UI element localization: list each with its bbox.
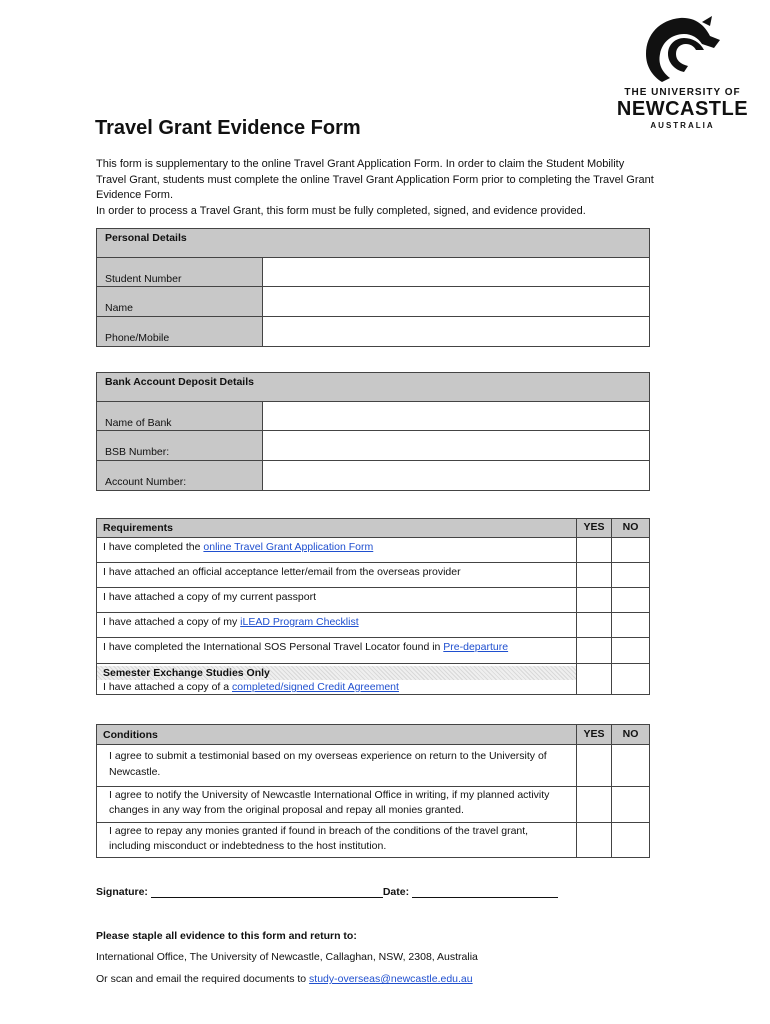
no-checkbox[interactable]	[612, 588, 649, 612]
no-checkbox[interactable]	[612, 745, 649, 786]
yes-checkbox[interactable]	[577, 664, 612, 694]
condition-text: I agree to notify the University of Newcastle International Office in writing, if my planned activity changes in any way from the original proposal and repay all monies granted.	[97, 787, 577, 822]
scan-text: Or scan and email the required documents to	[96, 973, 310, 985]
yes-checkbox[interactable]	[577, 563, 612, 587]
no-checkbox[interactable]	[612, 664, 649, 694]
no-checkbox[interactable]	[612, 823, 649, 857]
personal-details-heading: Personal Details	[97, 229, 649, 258]
condition-row	[97, 787, 649, 823]
credit-agreement-link[interactable]: completed/signed Credit Agreement	[232, 681, 399, 693]
personal-details-table	[96, 228, 650, 347]
requirement-row	[97, 638, 649, 664]
university-logo	[610, 14, 755, 132]
conditions-heading: Conditions	[97, 725, 577, 744]
field-label: Name of Bank	[97, 402, 263, 430]
requirement-text: I have attached a copy of my current passport	[97, 588, 577, 612]
signature-label: Signature:	[96, 886, 148, 898]
requirement-text	[97, 613, 577, 637]
no-checkbox[interactable]	[612, 638, 649, 663]
requirement-row	[97, 563, 649, 588]
conditions-header-row	[97, 725, 649, 745]
phone-field[interactable]	[263, 317, 649, 346]
field-label: BSB Number:	[97, 431, 263, 459]
bank-name-row	[97, 402, 649, 431]
intro-paragraph-1: This form is supplementary to the online Travel Grant Application Form. In order to claim the Student Mobility Travel Grant, students must complete the online Travel Grant Application Form prior to completing the Travel Grant Evidence Form.	[96, 158, 654, 201]
seahorse-logo-icon	[640, 14, 725, 86]
conditions-table	[96, 724, 650, 858]
requirement-label: I have completed the International SOS Personal Travel Locator found in	[103, 641, 444, 653]
account-number-field[interactable]	[263, 461, 649, 490]
yes-checkbox[interactable]	[577, 638, 612, 663]
logo-line-3: AUSTRALIA	[650, 121, 715, 130]
yes-checkbox[interactable]	[577, 787, 612, 822]
date-label: Date:	[382, 886, 410, 898]
name-field[interactable]	[263, 287, 649, 315]
logo-line-1: THE UNIVERSITY OF	[624, 87, 741, 98]
intro-paragraph-2: In order to process a Travel Grant, this form must be fully completed, signed, and evidence provided.	[96, 204, 586, 217]
student-number-field[interactable]	[263, 258, 649, 286]
field-label: Name	[97, 287, 263, 315]
bank-name-field[interactable]	[263, 402, 649, 430]
condition-text: I agree to repay any monies granted if found in breach of the conditions of the travel grant, including misconduct or indebtedness to the host institution.	[97, 823, 577, 857]
no-header: NO	[622, 728, 639, 740]
scan-instruction	[96, 973, 473, 985]
requirement-text	[97, 664, 577, 694]
requirement-label: I have attached a copy of a	[103, 681, 233, 693]
yes-checkbox[interactable]	[577, 745, 612, 786]
return-address: International Office, The University of Newcastle, Callaghan, NSW, 2308, Australia	[96, 951, 478, 963]
condition-text: I agree to submit a testimonial based on my overseas experience on return to the University of Newcastle.	[97, 745, 577, 786]
requirement-row	[97, 538, 649, 563]
exchange-studies-heading: Semester Exchange Studies Only	[97, 666, 576, 680]
phone-row	[97, 317, 649, 346]
application-form-link[interactable]: online Travel Grant Application Form	[203, 541, 374, 553]
yes-header: YES	[577, 725, 612, 744]
condition-row	[97, 745, 649, 787]
no-checkbox[interactable]	[612, 787, 649, 822]
requirements-heading: Requirements	[97, 519, 577, 537]
yes-checkbox[interactable]	[577, 823, 612, 857]
intro-text	[96, 157, 656, 219]
logo-line-2: NEWCASTLE	[616, 98, 749, 120]
no-header: NO	[622, 521, 639, 533]
email-link[interactable]: study-overseas@newcastle.edu.au	[309, 973, 473, 985]
field-label: Student Number	[97, 258, 263, 286]
requirement-label: I have completed the	[103, 541, 204, 553]
no-checkbox[interactable]	[612, 538, 649, 562]
form-title: Travel Grant Evidence Form	[95, 117, 361, 139]
requirement-text	[97, 638, 577, 663]
pre-departure-link[interactable]: Pre-departure	[443, 641, 509, 653]
no-checkbox[interactable]	[612, 613, 649, 637]
bsb-field[interactable]	[263, 431, 649, 459]
condition-row	[97, 823, 649, 857]
staple-instruction: Please staple all evidence to this form and return to:	[96, 930, 357, 942]
yes-header: YES	[577, 519, 612, 537]
student-number-row	[97, 258, 649, 287]
yes-checkbox[interactable]	[577, 613, 612, 637]
signature-field[interactable]	[151, 897, 383, 898]
yes-checkbox[interactable]	[577, 588, 612, 612]
date-field[interactable]	[412, 897, 558, 898]
bank-details-heading: Bank Account Deposit Details	[97, 373, 649, 402]
signature-line	[96, 886, 558, 898]
requirement-row	[97, 664, 649, 694]
account-number-row	[97, 461, 649, 490]
bank-details-table	[96, 372, 650, 491]
field-label: Phone/Mobile	[97, 317, 263, 346]
requirements-header-row	[97, 519, 649, 538]
ilead-checklist-link[interactable]: iLEAD Program Checklist	[240, 616, 359, 628]
requirement-label: I have attached a copy of my	[103, 616, 241, 628]
field-label: Account Number:	[97, 461, 263, 490]
no-checkbox[interactable]	[612, 563, 649, 587]
name-row	[97, 287, 649, 316]
requirement-text	[97, 538, 577, 562]
yes-checkbox[interactable]	[577, 538, 612, 562]
bsb-row	[97, 431, 649, 460]
requirement-row	[97, 613, 649, 638]
requirement-row	[97, 588, 649, 613]
requirements-table	[96, 518, 650, 695]
requirement-text: I have attached an official acceptance letter/email from the overseas provider	[97, 563, 577, 587]
